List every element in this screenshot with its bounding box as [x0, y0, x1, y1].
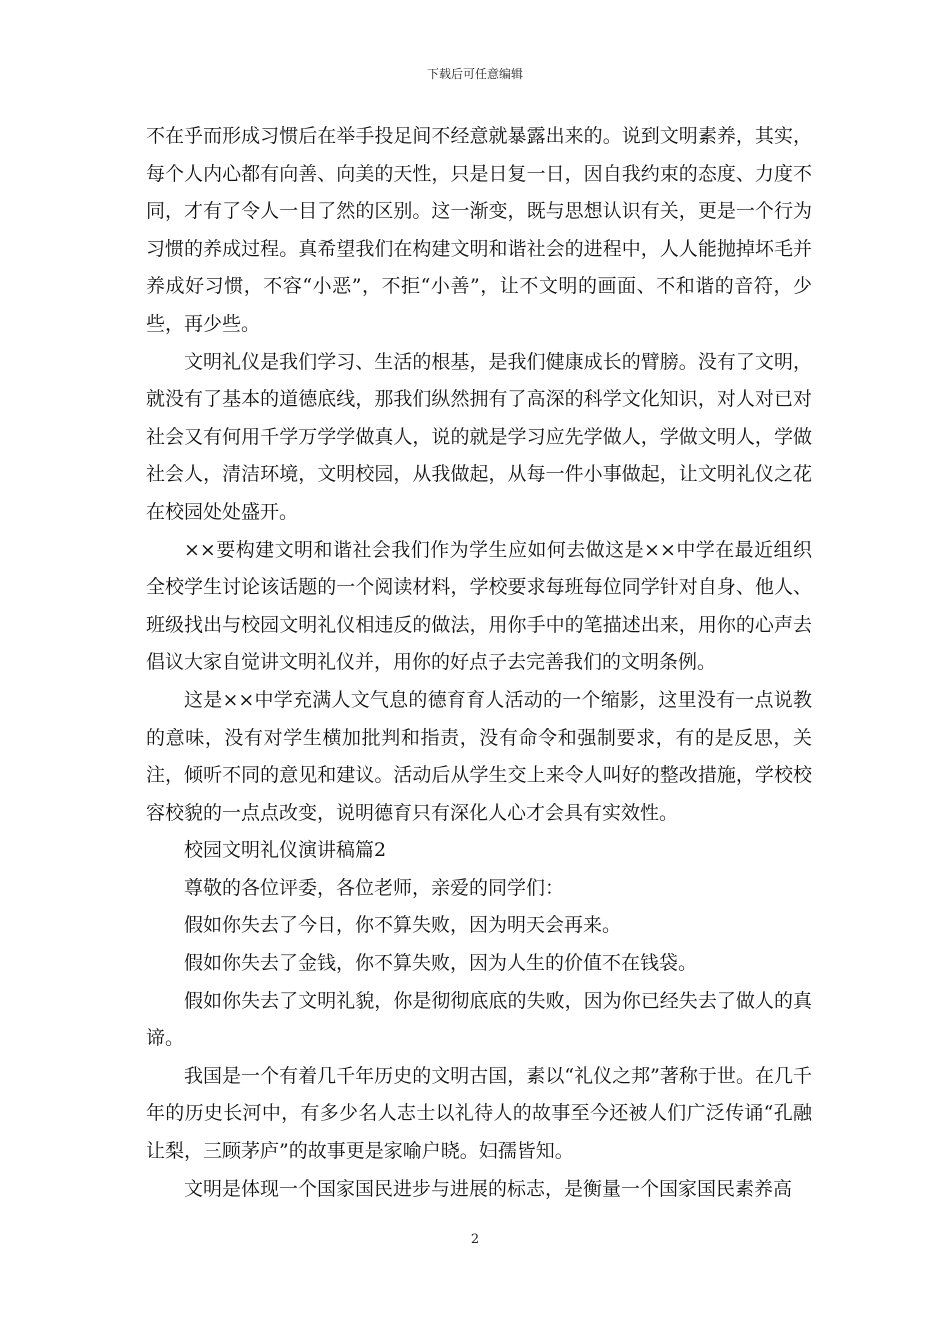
paragraph: 我国是一个有着几千年历史的文明古国，素以“礼仪之邦”著称于世。在几千年的历史长河中，有多少名人志士以礼待人的故事至今还被人们广泛传诵“孔融让梨，三顾茅庐”的故事更是家喻户晓。妇孺皆知。	[146, 1064, 812, 1163]
paragraph: 文明是体现一个国家国民进步与进展的标志，是衡量一个国家国民素养高	[184, 1177, 793, 1200]
salutation: 尊敬的各位评委，各位老师，亲爱的同学们：	[184, 876, 565, 899]
paragraph: 文明礼仪是我们学习、生活的根基，是我们健康成长的臂膀。没有了文明，就没有了基本的道德底线，那我们纵然拥有了高深的科学文化知识，对人对已对社会又有何用千学万学学做真人，说的就是学习应先学做人，学做文明人，学做社会人，清洁环境，文明校园，从我做起，从每一件小事做起，让文明礼仪之花在校园处处盛开。	[146, 350, 812, 523]
paragraph: ××要构建文明和谐社会我们作为学生应如何去做这是××中学在最近组织全校学生讨论该话题的一个阅读材料，学校要求每班每位同学针对自身、他人、班级找出与校园文明礼仪相违反的做法，用你手中的笔描述出来，用你的心声去倡议大家自觉讲文明礼仪并，用你的好点子去完善我们的文明条例。	[146, 538, 812, 674]
paragraph: 假如你失去了今日，你不算失败，因为明天会再来。	[184, 914, 622, 937]
paragraph-continued: 不在乎而形成习惯后在举手投足间不经意就暴露出来的。说到文明素养，其实，每个人内心都有向善、向美的天性，只是日复一日，因自我约束的态度、力度不同，才有了令人一目了然的区别。这一渐变，既与思想认识有关，更是一个行为习惯的养成过程。真希望我们在构建文明和谐社会的进程中，人人能抛掉坏毛并养成好习惯，不容“小恶”，不拒“小善”，让不文明的画面、不和谐的音符，少些，再少些。	[146, 125, 812, 335]
paragraph: 假如你失去了文明礼貌，你是彻彻底底的失败，因为你已经失去了做人的真谛。	[146, 989, 812, 1050]
page-header: 下载后可任意编辑	[426, 67, 523, 81]
paragraph: 假如你失去了金钱，你不算失败，因为人生的价值不在钱袋。	[184, 952, 698, 975]
section-heading: 校园文明礼仪演讲稿篇2	[184, 839, 387, 862]
page-number: 2	[470, 1232, 480, 1247]
document-body	[146, 118, 812, 1208]
paragraph: 这是××中学充满人文气息的德育育人活动的一个缩影，这里没有一点说教的意味，没有对学生横加批判和指责，没有命令和强制要求，有的是反思，关注，倾听不同的意见和建议。活动后从学生交上来令人叫好的整改措施，学校校容校貌的一点点改变，说明德育只有深化人心才会具有实效性。	[146, 688, 812, 824]
